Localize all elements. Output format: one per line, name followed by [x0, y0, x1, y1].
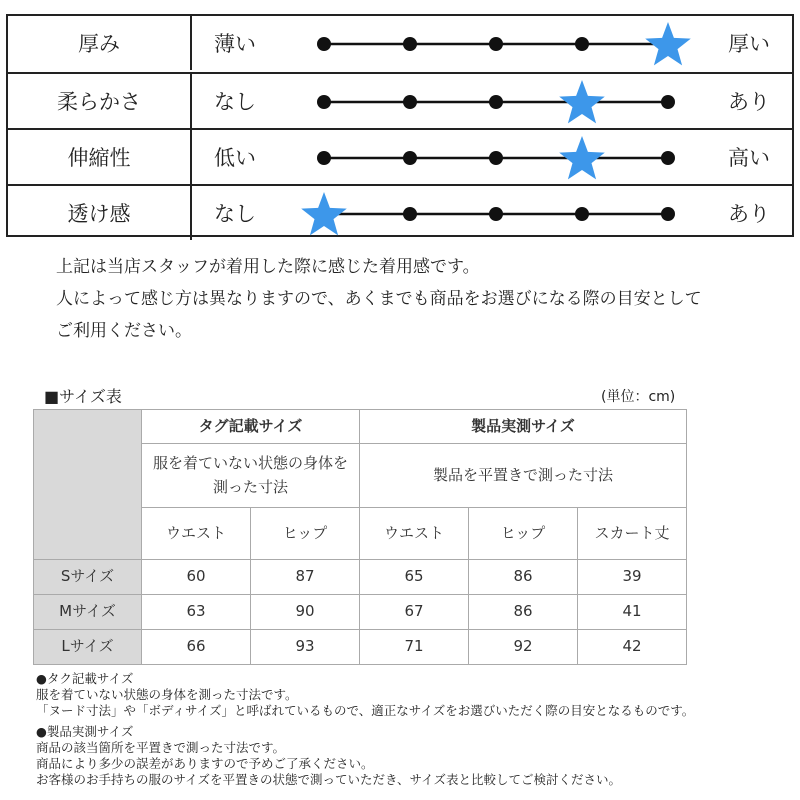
size-value: 86 — [469, 595, 578, 630]
scale-dot — [403, 37, 417, 51]
size-value: 66 — [142, 630, 251, 665]
size-value: 90 — [251, 595, 360, 630]
size-corner-cell — [34, 410, 142, 560]
column-header: ヒップ — [251, 508, 360, 560]
scale-dot — [317, 95, 331, 109]
scale-dot — [661, 207, 675, 221]
size-value: 42 — [578, 630, 687, 665]
scale-dot — [489, 95, 503, 109]
scale-dot — [403, 207, 417, 221]
group-desc-actual: 製品を平置きで測った寸法 — [360, 444, 687, 508]
group-desc-tag-text: 服を着ていない状態の身体を測った寸法 — [152, 454, 348, 496]
scale-dot — [403, 151, 417, 165]
feel-row-stretch — [8, 128, 792, 184]
scale-dot — [403, 95, 417, 109]
size-value: 87 — [251, 560, 360, 595]
feel-row-max-label: あり — [728, 90, 770, 114]
group-header-tag: タグ記載サイズ — [142, 410, 360, 444]
size-value: 92 — [469, 630, 578, 665]
feel-scale — [298, 186, 698, 240]
size-row-label: Sサイズ — [34, 560, 142, 595]
column-header: ウエスト — [142, 508, 251, 560]
feel-row-min-label: なし — [214, 90, 256, 114]
note-line: ご利用ください。 — [56, 321, 192, 341]
size-value: 65 — [360, 560, 469, 595]
scale-dot — [317, 37, 331, 51]
column-header: ヒップ — [469, 508, 578, 560]
feel-row-max-label: 高い — [728, 146, 770, 170]
feel-row-name: 厚み — [8, 16, 192, 70]
size-row-label: Mサイズ — [34, 595, 142, 630]
feel-row-name: 透け感 — [8, 186, 192, 240]
size-table-title: ■サイズ表 — [44, 387, 122, 406]
rating-star-icon — [559, 136, 605, 179]
feel-row-name: 伸縮性 — [8, 130, 192, 184]
feel-scale — [298, 16, 698, 70]
feel-row-sheerness — [8, 184, 792, 240]
size-value: 39 — [578, 560, 687, 595]
feel-row-name: 柔らかさ — [8, 74, 192, 128]
fabric-feel-table — [6, 14, 794, 237]
footnote-line: 服を着ていない状態の身体を測った寸法です。 — [36, 687, 298, 702]
footnote-line: お客様のお手持ちの服のサイズを平置きの状態で測っていただき、サイズ表と比較してご検討ください。 — [36, 772, 622, 787]
size-row — [34, 630, 687, 665]
size-row — [34, 560, 687, 595]
size-table-unit: (単位：cm) — [601, 389, 676, 405]
scale-dot — [317, 151, 331, 165]
footnote-line: 商品の該当箇所を平置きで測った寸法です。 — [36, 740, 286, 755]
feel-scale — [298, 130, 698, 184]
size-row — [34, 595, 687, 630]
footnote-line: ●製品実測サイズ — [36, 724, 134, 739]
size-value: 63 — [142, 595, 251, 630]
feel-row-min-label: なし — [214, 202, 256, 226]
feel-row-min-label: 薄い — [214, 32, 256, 56]
feel-row-max-label: あり — [728, 202, 770, 226]
size-value: 60 — [142, 560, 251, 595]
size-table — [33, 409, 687, 665]
footnote-line: ●タク記載サイズ — [36, 671, 134, 686]
column-header: ウエスト — [360, 508, 469, 560]
feel-scale — [298, 74, 698, 128]
size-value: 41 — [578, 595, 687, 630]
feel-row-softness — [8, 72, 792, 128]
rating-star-icon — [559, 80, 605, 123]
size-row-label: Lサイズ — [34, 630, 142, 665]
footnote-line: 「ヌード寸法」や「ボディサイズ」と呼ばれているもので、適正なサイズをお選びいただく際の目安となるものです。 — [36, 703, 695, 718]
scale-dot — [489, 37, 503, 51]
scale-dot — [661, 95, 675, 109]
size-value: 67 — [360, 595, 469, 630]
footnote-line: 商品により多少の誤差がありますので予めご了承ください。 — [36, 756, 374, 771]
column-header: スカート丈 — [578, 508, 687, 560]
note-line: 上記は当店スタッフが着用した際に感じた着用感です。 — [56, 257, 480, 277]
scale-dot — [489, 151, 503, 165]
group-desc-tag — [142, 444, 360, 508]
scale-dot — [575, 207, 589, 221]
size-value: 71 — [360, 630, 469, 665]
scale-dot — [661, 151, 675, 165]
feel-row-min-label: 低い — [214, 146, 256, 170]
note-line: 人によって感じ方は異なりますので、あくまでも商品をお選びになる際の目安として — [56, 289, 702, 309]
size-value: 93 — [251, 630, 360, 665]
rating-star-icon — [645, 22, 691, 65]
group-header-actual: 製品実測サイズ — [360, 410, 687, 444]
feel-row-max-label: 厚い — [728, 32, 770, 56]
scale-dot — [489, 207, 503, 221]
scale-dot — [575, 37, 589, 51]
feel-row-thickness — [8, 16, 792, 70]
rating-star-icon — [301, 192, 347, 235]
size-value: 86 — [469, 560, 578, 595]
